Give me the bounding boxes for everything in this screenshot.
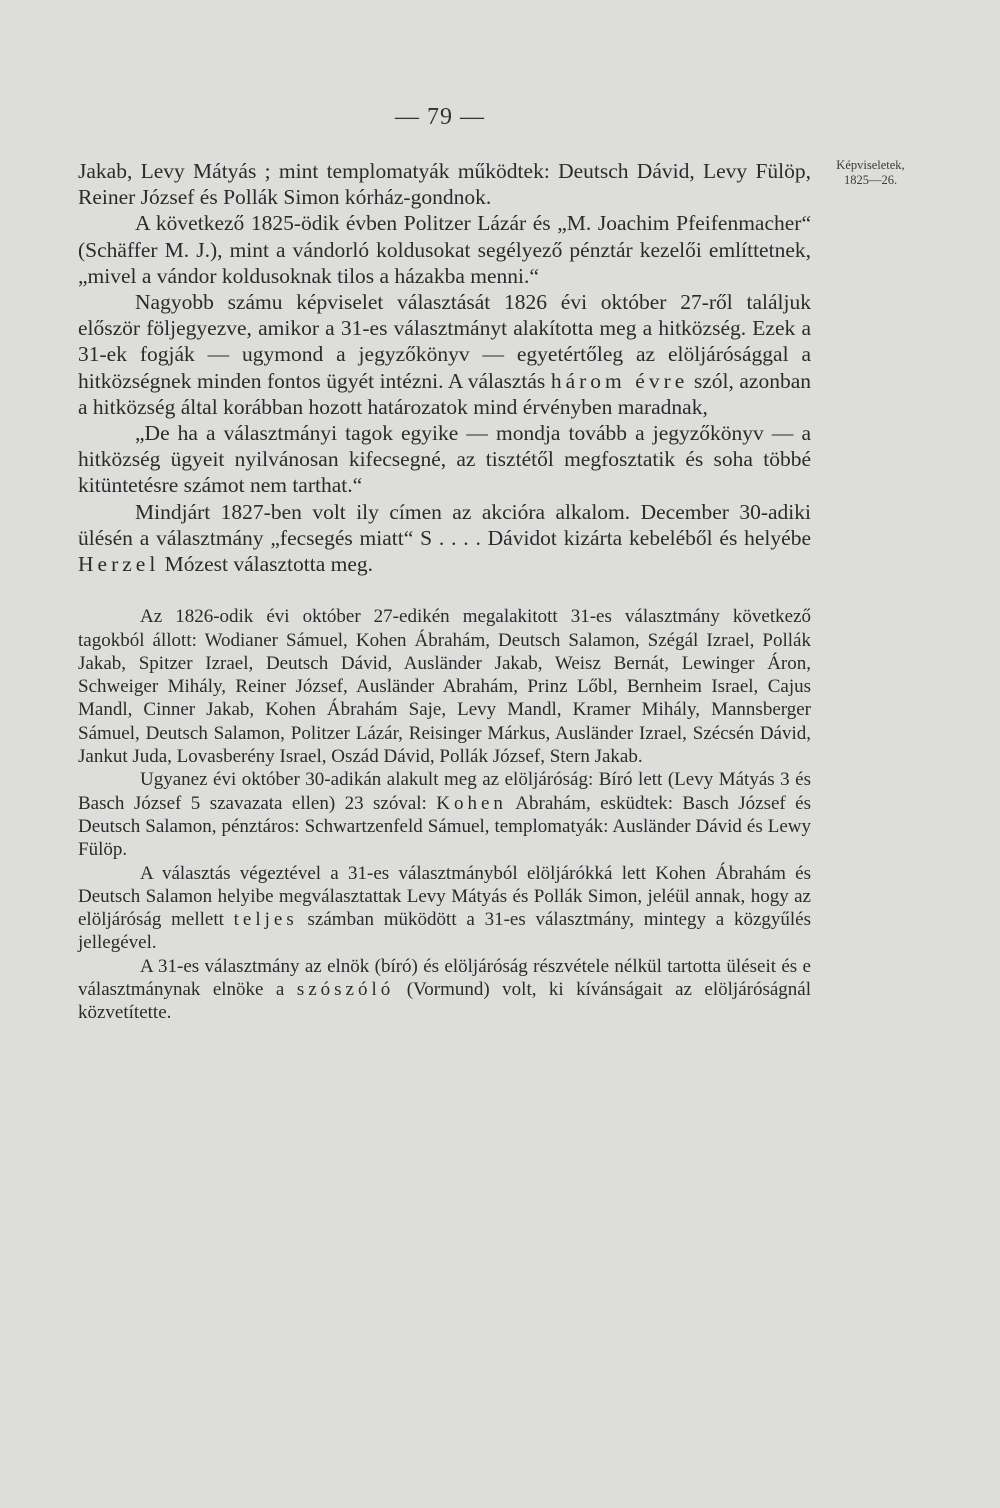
paragraph-3 <box>78 289 811 420</box>
spaced-emphasis: Kohen <box>436 792 507 814</box>
main-text <box>78 158 811 577</box>
note-paragraph-2 <box>78 768 811 861</box>
paragraph-4: „De ha a választmányi tagok egyike — mondja tovább a jegyzőkönyv — a hitközség ügyeit nyilvánosan kifecsegné, az tisztétől megfosztatik és soha többé kitüntetésre számot nem tarthat.“ <box>78 421 811 498</box>
notes-section <box>78 605 811 1024</box>
spaced-emphasis: szószóló <box>296 979 395 1000</box>
note-3-text-a: A választás végeztével a 31-es választmányból elöljárókká lett Kohen Ábrahám és Deutsch Salamon helyibe megválasztattak Levy Mátyás és Pollák Simon, jeléül annak, hogy az elöljáróság mellett <box>78 862 811 931</box>
note-2-text-a: Ugyanez évi október 30-adikán alakult meg az elöljáróság: Bíró lett (Levy Mátyás 3 és Basch József 5 szavazata ellen) 23 szóval: <box>78 769 811 814</box>
paragraph-1: Jakab, Levy Mátyás ; mint templomatyák működtek: Deutsch Dávid, Levy Fülöp, Reiner József és Pollák Simon kórház-gondnok. <box>78 159 811 210</box>
paragraph-2: A következő 1825-ödik évben Politzer Lázár és „M. Joachim Pfeifenmacher“ (Schäffer M. J.), mint a vándorló koldusokat segélyező pénztár kezelői említtetnek, „mivel a vándor koldusoknak tilos a házakba menni.“ <box>78 211 811 288</box>
spaced-emphasis: teljes <box>233 909 298 931</box>
margin-note <box>818 158 923 188</box>
margin-note-title: Képviseletek, <box>836 158 905 172</box>
spaced-emphasis: Herzel <box>78 552 160 577</box>
spaced-emphasis: három évre <box>550 368 689 393</box>
note-paragraph-3 <box>78 862 811 955</box>
note-3-text-b: számban müködött a 31-es választmány, mintegy a közgyűlés jellegével. <box>78 909 811 954</box>
note-4-text-b: (Vormund) volt, ki kívánságait az elöljáróságnál közvetítette. <box>78 979 811 1024</box>
page-body <box>78 158 811 1025</box>
paragraph-3-text-a: Nagyobb számu képviselet választását 1826 évi október 27-ről találjuk először följegyezve, amikor a 31-es választmányt alakította meg a hitközség. Ezek a 31-ek fogják — ugymond a jegyzőkönyv — egyetértőleg az elöljárósággal a hitközségnek minden fontos ügyét intézni. A választás <box>78 290 811 393</box>
note-4-text-a: A 31-es választmány az elnök (bíró) és elöljáróság részvétele nélkül tartotta üléseit és e választmánynak elnöke a <box>78 955 811 1000</box>
page-number: — 79 — <box>395 104 485 130</box>
note-paragraph-1: Az 1826-odik évi október 27-edikén megalakitott 31-es választmány következő tagokból állott: Wodianer Sámuel, Kohen Ábrahám, Deutsch Salamon, Szégál Izrael, Pollák Jakab, Spitzer Izrael, Deutsch Dávid, Ausländer Jakab, Weisz Bernát, Lewinger Áron, Schweiger Mihály, Reiner József, Ausländer Abrahám, Prinz Lőbl, Bernheim Israel, Cajus Mandl, Cinner Jakab, Kohen Ábrahám Saje, Levy Mandl, Kramer Mihály, Mannsberger Sámuel, Deutsch Salamon, Politzer Lázár, Reisinger Márkus, Ausländer Izrael, Szécsén Dávid, Jankut Juda, Lovasberény Israel, Oszád Dávid, Pollák József, Stern Jakab. <box>78 606 811 768</box>
margin-note-years: 1825—26. <box>843 173 898 187</box>
paragraph-5 <box>78 499 811 578</box>
note-paragraph-4 <box>78 955 811 1025</box>
paragraph-5-text-b: Mózest választotta meg. <box>159 552 374 577</box>
paragraph-3-text-b: szól, azonban a hitközség által korábban hozott határozatok mind érvényben maradnak, <box>78 368 812 419</box>
note-2-text-b: Abrahám, esküdtek: Basch József és Deutsch Salamon, pénztáros: Schwartzenfeld Sámuel, templomatyák: Ausländer Dávid és Lewy Fülöp. <box>78 792 811 861</box>
paragraph-5-text-a: Mindjárt 1827-ben volt ily címen az akcióra alkalom. December 30-adiki ülésén a választmány „fecsegés miatt“ S . . . . Dávidot kizárta kebeléből és helyébe <box>78 499 811 550</box>
